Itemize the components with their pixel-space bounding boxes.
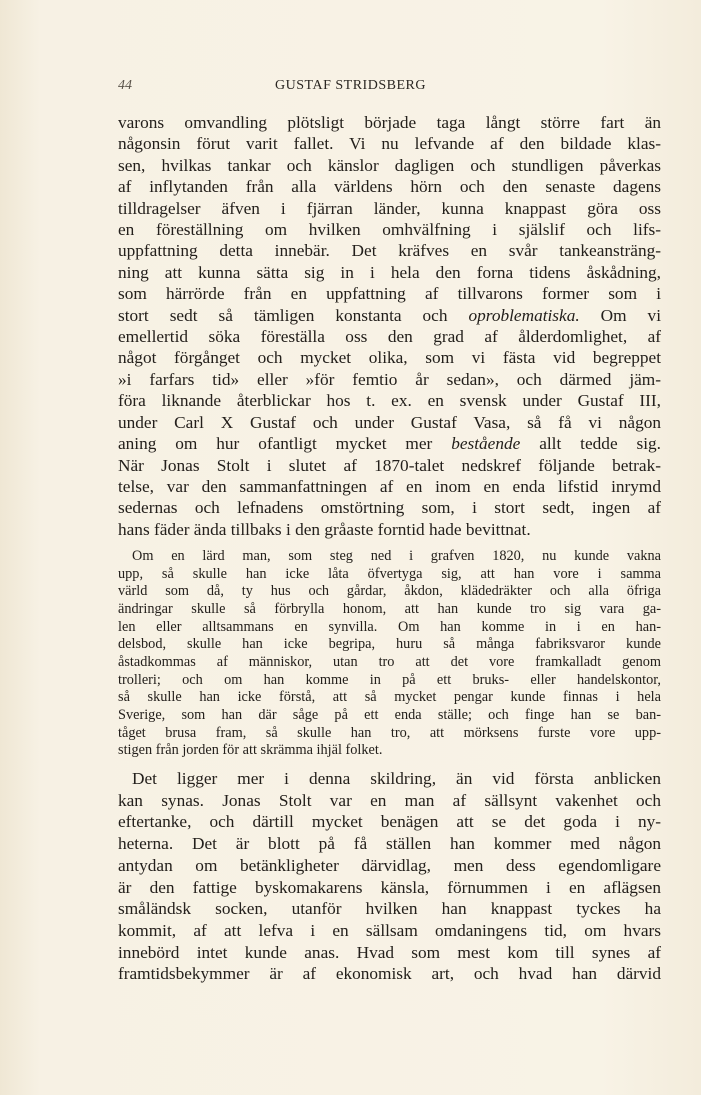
text-line: [118, 636, 661, 654]
text-line: [118, 347, 661, 368]
text-line: [118, 133, 661, 154]
text-segment: något förgånget och mycket olika, som vi fästa vid begreppet: [118, 348, 661, 368]
text-line: [118, 305, 661, 326]
text-segment: emellertid söka föreställa oss den grad af ålderdomlighet, af: [118, 327, 661, 347]
text-segment: delsbod, skulle han icke begripa, huru så många fabriksvaror kunde: [118, 636, 661, 653]
text-segment: stigen från jorden för att skrämma ihjäl folket.: [118, 742, 383, 759]
text-line: [118, 155, 661, 176]
text-segment: varons omvandling plötsligt började taga långt större fart än: [118, 113, 661, 132]
text-line: [118, 369, 661, 390]
text-line: [118, 963, 661, 985]
text-line: [118, 619, 661, 637]
text-segment: sedernas och lefnadens omstörtning som, i stort sedt, ingen af: [118, 498, 661, 518]
italic-text: bestående: [451, 434, 521, 454]
text-segment: någonsin förut varit fallet. Vi nu lefvande af den bildade klas-: [118, 134, 661, 154]
text-line: [118, 390, 661, 411]
text-line: [118, 283, 661, 304]
text-line: [118, 942, 661, 964]
text-segment: tåget brusa fram, så skulle han tro, att mörksens furste vore upp-: [118, 724, 661, 741]
text-segment: eftertanke, och därtill mycket benägen att se det goda i ny-: [118, 812, 661, 832]
text-line: [118, 768, 661, 790]
text-line: [118, 455, 661, 476]
text-segment: innebörd intet kunde anas. Hvad som mest kom till synes af: [118, 942, 661, 962]
running-head: GUSTAF STRIDSBERG: [275, 78, 426, 93]
text-segment: Sverige, som han där såge på ett enda ställe; och finge han se ban-: [118, 706, 661, 723]
text-line: [118, 833, 661, 855]
page-number: 44: [118, 78, 132, 93]
text-line: [118, 433, 661, 454]
text-segment: Om en lärd man, som steg ned i grafven 1820, nu kunde vakna: [132, 548, 661, 564]
text-segment: en föreställning om hvilken omhvälfning i själslif och lifs-: [118, 220, 661, 240]
text-line: [118, 689, 661, 707]
text-segment: Om vi: [579, 305, 661, 325]
text-segment: uppfattning detta innebär. Det kräfves en svår tankeansträng-: [118, 241, 661, 261]
text-line: [118, 262, 661, 283]
text-line: [118, 877, 661, 899]
text-line: [118, 412, 661, 433]
block-quote: [118, 548, 661, 760]
text-segment: kan synas. Jonas Stolt var en man af sällsynt vakenhet och: [118, 790, 661, 810]
text-segment: sen, hvilkas tankar och känslor dagligen och stundligen påverkas: [118, 155, 661, 175]
text-segment: trolleri; och om han komme in på ett bruks- eller handelskontor,: [118, 671, 661, 688]
text-line: [118, 707, 661, 725]
text-line: [118, 198, 661, 219]
text-segment: åstadkommas af människor, utan tro att det vore framkalladt genom: [118, 653, 661, 670]
text-segment: värld som då, ty hus och gårdar, åkdon, klädedräkter och alla öfriga: [118, 583, 661, 600]
text-line: [118, 219, 661, 240]
text-segment: under Carl X Gustaf och under Gustaf Vasa, så få vi någon: [118, 412, 661, 432]
text-line: [118, 855, 661, 877]
text-line: [118, 326, 661, 347]
text-line: [118, 654, 661, 672]
text-line: [118, 476, 661, 497]
text-line: [118, 601, 661, 619]
text-segment: tilldragelser äfven i fjärran länder, kunna knappast göra oss: [118, 198, 661, 218]
text-segment: ning att kunna sätta sig in i hela den forna tidens åskådning,: [118, 262, 661, 282]
text-segment: aning om hur ofantligt mycket mer: [118, 434, 452, 454]
text-line: [118, 742, 661, 760]
text-line: [118, 725, 661, 743]
text-segment: af inflytanden från alla världens hörn och den senaste dagens: [118, 177, 661, 197]
text-segment: len eller alltsammans en synvilla. Om han komme in i en han-: [118, 618, 661, 635]
text-segment: hans fäder ända tillbaks i den gråaste forntid hade bevittnat.: [118, 519, 531, 539]
text-segment: ändringar skulle så förbrylla honom, att han kunde tro sig vara ga-: [118, 600, 661, 617]
text-line: [118, 566, 661, 584]
text-segment: allt tedde sig.: [520, 434, 661, 454]
text-segment: kommit, af att lefva i en sällsam omdaningens tid, om hvars: [118, 920, 661, 940]
text-segment: telse, var den sammanfattningen af en inom en enda lifstid inrymd: [118, 476, 661, 496]
body-paragraph-2: [118, 768, 661, 985]
text-segment: framtidsbekymmer är af ekonomisk art, och hvad han därvid: [118, 964, 661, 984]
text-segment: upp, så skulle han icke låta öfvertyga sig, att han vore i samma: [118, 565, 661, 582]
text-line: [118, 240, 661, 261]
body-paragraph-1: [118, 112, 661, 540]
text-segment: föra liknande återblickar hos t. ex. en svensk under Gustaf III,: [118, 391, 661, 411]
text-segment: som härrörde från en uppfattning af tillvarons former som i: [118, 284, 661, 304]
italic-text: oproblematiska.: [468, 305, 580, 325]
text-segment: Det ligger mer i denna skildring, än vid första anblicken: [132, 769, 661, 788]
text-segment: När Jonas Stolt i slutet af 1870-talet nedskref följande betrak-: [118, 455, 661, 475]
text-line: [118, 112, 661, 133]
text-line: [118, 811, 661, 833]
text-line: [118, 497, 661, 518]
text-line: [118, 176, 661, 197]
text-line: [118, 548, 661, 566]
text-line: [118, 898, 661, 920]
text-segment: antydan om betänkligheter därvidlag, men dess egendomligare: [118, 855, 661, 875]
text-segment: är den fattige byskomakarens känsla, förnummen i en aflägsen: [118, 877, 661, 897]
text-segment: så skulle han icke förstå, att så mycket pengar kunde finnas i hela: [118, 689, 661, 706]
text-segment: heterna. Det är blott på få ställen han kommer med någon: [118, 834, 661, 854]
text-line: [118, 672, 661, 690]
text-segment: småländsk socken, utanför hvilken han knappast tyckes ha: [118, 899, 661, 919]
text-segment: stort sedt så tämligen konstanta och: [118, 305, 469, 325]
text-line: [118, 519, 661, 540]
text-segment: »i farfars tid» eller »för femtio år sedan», och därmed jäm-: [118, 369, 661, 389]
text-line: [118, 920, 661, 942]
text-line: [118, 790, 661, 812]
text-line: [118, 583, 661, 601]
